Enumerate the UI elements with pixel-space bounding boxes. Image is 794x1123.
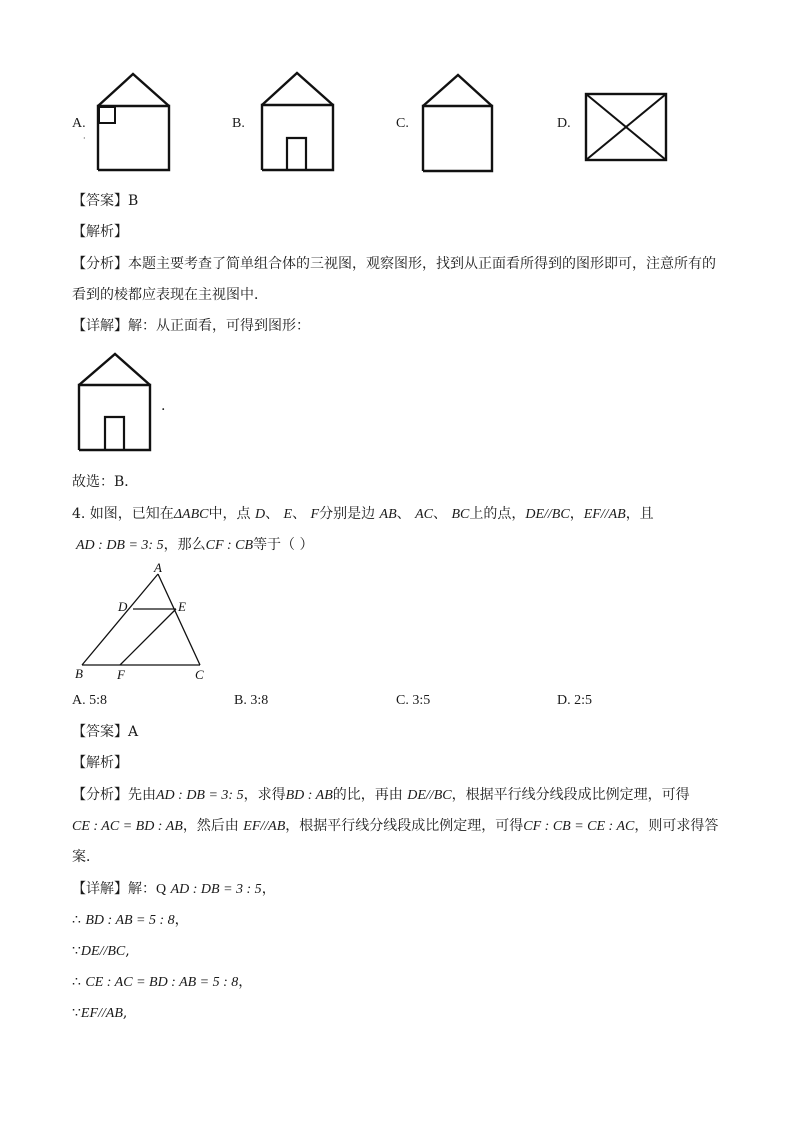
q3-answer: 【答案】B	[72, 193, 139, 209]
side-ab	[82, 574, 158, 665]
q3-detail-line: 【详解】解：从正面看，可得到图形：	[72, 318, 310, 334]
vertex-label-c: C	[195, 667, 204, 682]
option-b-letter: B.	[232, 116, 245, 131]
q3-analysis-heading: 【解析】	[72, 224, 128, 240]
segment-ef	[120, 609, 176, 665]
q4-statement-line-2: AD : DB = 3: 5，那么CF : CB等于（ ）	[76, 537, 314, 553]
q4-analysis-line-3: 案．	[72, 849, 100, 865]
q4-analysis-line-1: 【分析】先由AD : DB = 3: 5，求得BD : AB的比，再由 DE//BC，根据平行线分线段成比例定理，可得	[72, 787, 690, 803]
q4-statement-line-1: 4. 如图，已知在ΔABC中，点 D、 E、 F分别是边 AB、 AC、 BC上的点，DE//BC，EF//AB，且	[72, 506, 654, 522]
q4-analysis-line-2: CE : AC = BD : AB，然后由 EF//AB，根据平行线分线段成比例定理，可得CF : CB = CE : AC，则可求得答	[72, 818, 719, 834]
q4-analysis-heading: 【解析】	[72, 755, 128, 771]
q4-step-3: ∴ CE : AC = BD : AB = 5 : 8，	[72, 974, 253, 990]
triangle-abc-figure	[70, 560, 220, 685]
option-a-dot: ·	[83, 134, 86, 143]
option-c-letter: C.	[396, 116, 409, 131]
house-front-plain-icon	[421, 74, 497, 174]
q3-analysis-line-2: 看到的棱都应表现在主视图中．	[72, 287, 268, 303]
q4-step-4: ∵EF//AB,	[72, 1005, 128, 1021]
house-front-view-figure	[77, 353, 153, 453]
figure-trailing-dot: .	[161, 398, 166, 414]
rectangle-with-diagonals-icon	[585, 93, 669, 163]
option-d-letter: D.	[557, 116, 571, 131]
point-label-d: D	[118, 599, 128, 614]
point-label-f: F	[117, 667, 125, 682]
house-front-with-corner-square-icon	[96, 73, 172, 173]
q4-detail-line: 【详解】解：Q AD : DB = 3 : 5，	[72, 881, 276, 897]
q4-option-b: B. 3:8	[234, 693, 269, 708]
vertex-label-a: A	[154, 560, 162, 575]
q4-step-2: ∵DE//BC,	[72, 943, 130, 959]
side-ac	[158, 574, 200, 665]
q4-step-1: ∴ BD : AB = 5 : 8，	[72, 912, 189, 928]
point-label-e: E	[178, 599, 186, 614]
house-front-with-door-icon	[260, 72, 336, 172]
option-a-letter: A.	[72, 116, 86, 131]
q3-choice: 故选：B．	[72, 474, 139, 490]
q3-analysis-line-1: 【分析】本题主要考查了简单组合体的三视图，观察图形，找到从正面看所得到的图形即可，注意所有的	[72, 256, 716, 272]
q4-option-d: D. 2:5	[557, 693, 592, 708]
q4-option-a: A. 5:8	[72, 693, 107, 708]
q4-option-c: C. 3:5	[396, 693, 431, 708]
vertex-label-b: B	[75, 666, 83, 681]
q4-answer: 【答案】A	[72, 724, 139, 740]
